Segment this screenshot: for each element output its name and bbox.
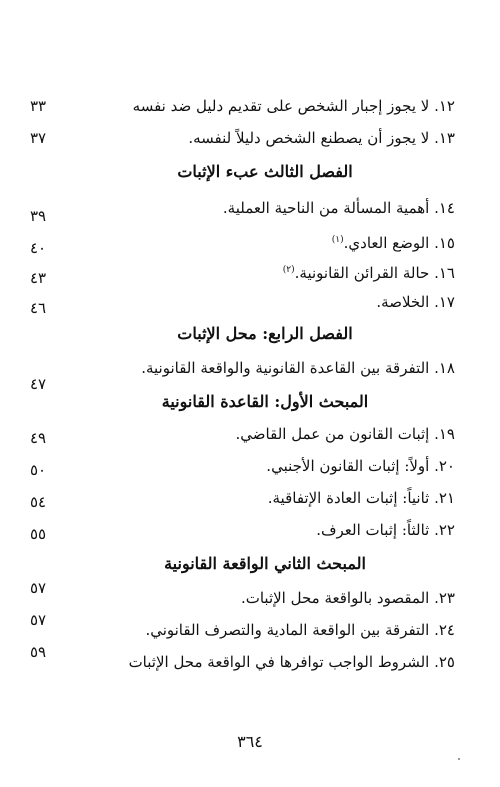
entry-text: ٢٠. أولاً: إثبات القانون الأجنبي. (266, 457, 455, 475)
toc-entry-24 (30, 611, 455, 642)
entry-page: ٤٩ (30, 429, 47, 447)
toc-entry-23 (30, 579, 455, 610)
chapter-heading-4: الفصل الرابع: محل الإثبات (177, 324, 353, 343)
entry-page: ٥٩ (30, 643, 47, 661)
entry-page: ٤٣ (30, 269, 47, 287)
toc-entry-14 (30, 196, 455, 225)
entry-text: ٢٤. التفرقة بين الواقعة المادية والتصرف القانوني. (145, 621, 455, 639)
footnote-mark: (٢) (282, 265, 295, 275)
entry-text: ٢٢. ثالثاً: إثبات العرف. (316, 521, 455, 539)
toc-entry-16 (30, 258, 455, 287)
toc-entry-12 (30, 94, 455, 118)
entry-page: ٥٠ (30, 461, 47, 479)
entry-page: ٣٧ (30, 129, 47, 147)
entry-page: ٤٠ (30, 239, 47, 257)
entry-text (283, 258, 455, 285)
entry-text: ٢١. ثانياً: إثبات العادة الإتفاقية. (267, 489, 455, 507)
entry-page: ٥٥ (30, 525, 47, 543)
speck (458, 758, 460, 760)
entry-text: ١٤. أهمية المسألة من الناحية العملية. (222, 199, 455, 217)
toc-entry-19 (30, 422, 455, 446)
entry-page: ٤٧ (30, 375, 47, 393)
toc-entry-25 (30, 643, 455, 674)
entry-page: ٥٧ (30, 579, 47, 597)
toc-entry-22 (30, 518, 455, 542)
entry-text: ١٧. الخلاصة. (376, 293, 455, 311)
toc-entry-13 (30, 126, 455, 150)
toc-entry-18 (30, 356, 455, 393)
toc-entry-20 (30, 454, 455, 478)
entry-text: ١٨. التفرقة بين القاعدة القانونية والواقعة القانونية. (141, 359, 455, 377)
entry-page: ٤٦ (30, 299, 47, 317)
section-heading-2: المبحث الثاني الواقعة القانونية (164, 554, 366, 573)
page-number: ٣٦٤ (237, 732, 263, 751)
toc-entry-21 (30, 486, 455, 510)
entry-text: ٢٥. الشروط الواجب توافرها في الواقعة محل الإثبات (128, 653, 455, 671)
entry-text: ١٩. إثبات القانون من عمل القاضي. (235, 425, 455, 443)
entry-text: ١٢. لا يجوز إجبار الشخص على تقديم دليل ضد نفسه (132, 97, 455, 115)
chapter-heading-3: الفصل الثالث عبء الإثبات (177, 162, 353, 181)
entry-label: ١٥. الوضع العادي. (343, 234, 455, 252)
toc-entry-15 (30, 228, 455, 257)
entry-text: ٢٣. المقصود بالواقعة محل الإثبات. (240, 589, 455, 607)
section-heading-1: المبحث الأول: القاعدة القانونية (161, 392, 369, 411)
entry-label: ١٦. حالة القرائن القانونية. (294, 264, 455, 282)
entry-text (332, 228, 455, 255)
entry-text: ١٣. لا يجوز أن يصطنع الشخص دليلاً لنفسه. (188, 129, 455, 147)
entry-page: ٣٣ (30, 97, 47, 115)
entry-page: ٥٤ (30, 493, 47, 511)
toc-entry-17 (30, 290, 455, 317)
entry-page: ٥٧ (30, 611, 47, 629)
entry-page: ٣٩ (30, 207, 47, 225)
footnote-mark: (١) (331, 235, 344, 245)
